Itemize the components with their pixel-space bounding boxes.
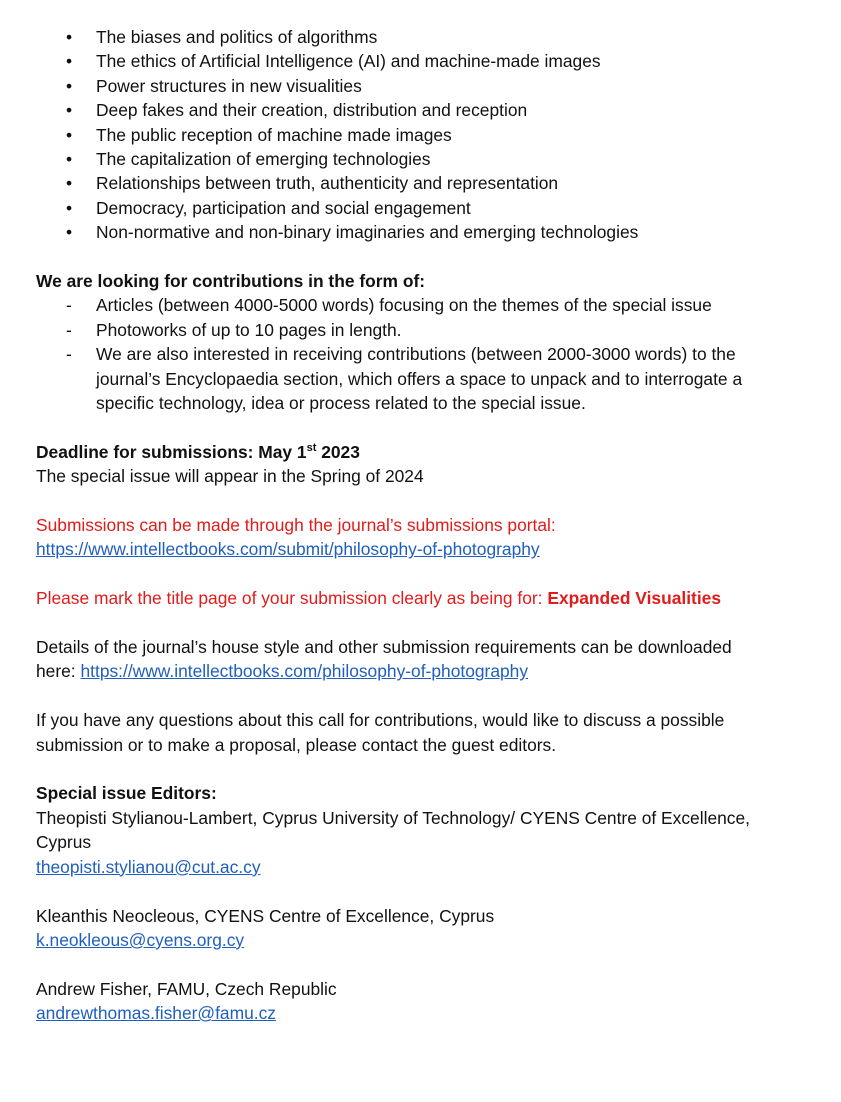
house-style-text: Details of the journal’s house style and other submission requirements can be downloaded xyxy=(36,637,732,658)
editor-affiliation: Kleanthis Neocleous, CYENS Centre of Excellence, Cyprus xyxy=(36,905,495,926)
contributions-heading: We are looking for contributions in the form of: xyxy=(36,271,426,292)
list-item: • The public reception of machine made images xyxy=(36,123,826,147)
bullet-icon: • xyxy=(66,197,73,218)
dash-icon: - xyxy=(66,295,72,316)
dash-icon: - xyxy=(66,319,72,340)
bullet-icon: • xyxy=(66,100,73,121)
editors-heading: Special issue Editors: xyxy=(36,783,217,804)
editor-affiliation: Andrew Fisher, FAMU, Czech Republic xyxy=(36,978,337,999)
bullet-icon: • xyxy=(66,75,73,96)
bullet-icon: • xyxy=(66,173,73,194)
mark-title-line: Please mark the title page of your submission clearly as being for: Expanded Visualities xyxy=(36,588,721,609)
portal-link[interactable]: https://www.intellectbooks.com/submit/philosophy-of-photography xyxy=(36,539,540,560)
document-page xyxy=(36,25,826,1026)
editor-affiliation: Theopisti Stylianou-Lambert, Cyprus University of Technology/ CYENS Centre of Excellence, xyxy=(36,807,750,828)
list-item: - Photoworks of up to 10 pages in length. xyxy=(36,318,826,342)
bullet-icon: • xyxy=(66,124,73,145)
list-item: - Articles (between 4000-5000 words) focusing on the themes of the special issue xyxy=(36,293,826,317)
editor-affiliation-cont: Cyprus xyxy=(36,832,92,853)
questions-text-line1: If you have any questions about this call for contributions, would like to discuss a possible xyxy=(36,710,725,731)
publication-date-line: The special issue will appear in the Spring of 2024 xyxy=(36,466,424,487)
list-item: • Democracy, participation and social engagement xyxy=(36,196,826,220)
bullet-icon: • xyxy=(66,51,73,72)
list-item: • Deep fakes and their creation, distribution and reception xyxy=(36,98,826,122)
house-style-link[interactable]: https://www.intellectbooks.com/philosophy-of-photography xyxy=(80,661,529,682)
themes-list xyxy=(36,25,826,245)
house-style-line2: here: https://www.intellectbooks.com/philosophy-of-photography xyxy=(36,661,529,682)
questions-text-line2: submission or to make a proposal, please contact the guest editors. xyxy=(36,734,557,755)
list-item: - We are also interested in receiving contributions (between 2000-3000 words) to the journal’s Encyclopaedia section, which offers a space to unpack and to interrogate a specific technology, idea or process related to the special issue. xyxy=(66,344,743,414)
list-item: • The ethics of Artificial Intelligence (AI) and machine-made images xyxy=(36,49,826,73)
list-item: • Power structures in new visualities xyxy=(36,74,826,98)
editor-email-link[interactable]: theopisti.stylianou@cut.ac.cy xyxy=(36,856,261,877)
editor-entry xyxy=(36,806,826,879)
bullet-icon: • xyxy=(66,149,73,170)
list-item: • The capitalization of emerging technologies xyxy=(36,147,826,171)
portal-text: Submissions can be made through the journal’s submissions portal: xyxy=(36,515,556,536)
deadline-line: Deadline for submissions: May 1st 2023 xyxy=(36,441,360,462)
list-item: • Non-normative and non-binary imaginaries and emerging technologies xyxy=(36,220,826,244)
list-item: • The biases and politics of algorithms xyxy=(36,25,826,49)
contributions-list xyxy=(36,293,826,415)
list-item: • Relationships between truth, authenticity and representation xyxy=(36,171,826,195)
dash-icon: - xyxy=(66,344,72,365)
editor-email-link[interactable]: andrewthomas.fisher@famu.cz xyxy=(36,1003,276,1024)
bullet-icon: • xyxy=(66,27,73,47)
bullet-icon: • xyxy=(66,222,73,243)
editor-email-link[interactable]: k.neokleous@cyens.org.cy xyxy=(36,929,245,950)
editor-entry xyxy=(36,977,826,1026)
issue-title: Expanded Visualities xyxy=(547,588,721,609)
editor-entry xyxy=(36,904,826,953)
